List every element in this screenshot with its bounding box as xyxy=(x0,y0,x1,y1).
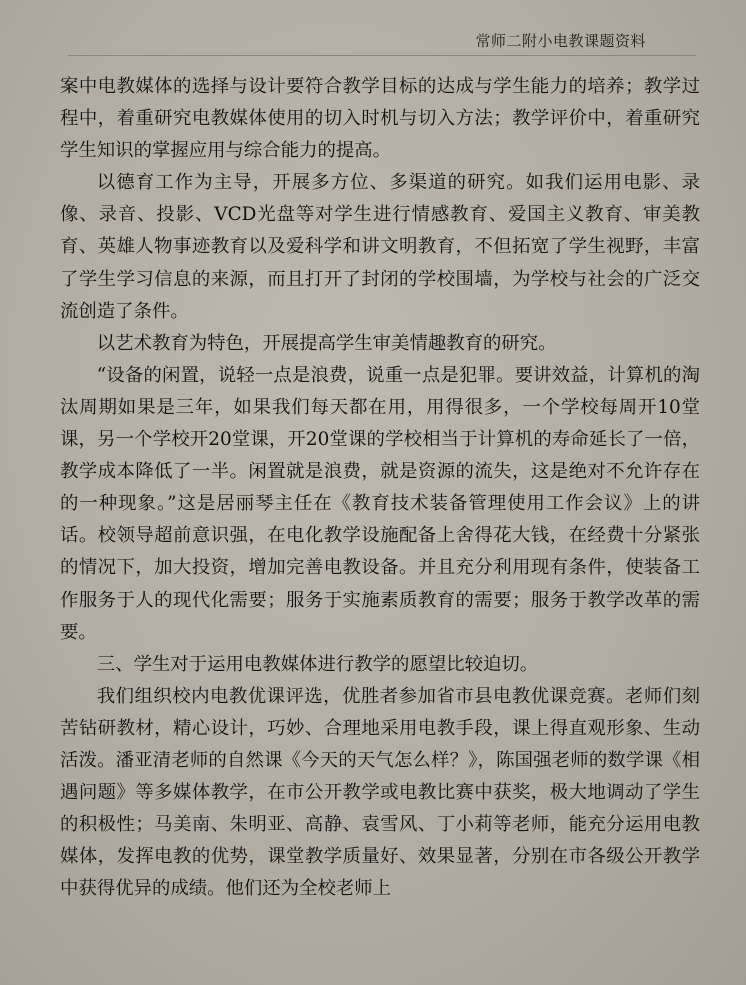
paragraph-2: 以德育工作为主导，开展多方位、多渠道的研究。如我们运用电影、录像、录音、投影、VCD光盘等对学生进行情感教育、爱国主义教育、审美教育、英雄人物事迹教育以及爱科学和讲文明教育，不但拓宽了学生视野，丰富了学生学习信息的来源，而且打开了封闭的学校围墙，为学校与社会的广泛交流创造了条件。 xyxy=(60,172,700,322)
paragraph-1: 案中电教媒体的选择与设计要符合教学目标的达成与学生能力的培养；教学过程中，着重研究电教媒体使用的切入时机与切入方法；教学评价中，着重研究学生知识的掌握应用与综合能力的提高。 xyxy=(60,76,700,162)
paragraph-5: 三、学生对于运用电教媒体进行教学的愿望比较迫切。 xyxy=(96,653,539,675)
running-header: 常师二附小电教课题资料 xyxy=(475,32,646,50)
paragraph-4: “设备的闲置，说轻一点是浪费，说重一点是犯罪。要讲效益，计算机的淘汰周期如果是三年，如果我们每天都在用，用得很多，一个学校每周开10堂课，另一个学校开20堂课，开20堂课的学校相当于计算机的寿命延长了一倍，教学成本降低了一半。闲置就是浪费，就是资源的流失，这是绝对不允许存在的一种现象。”这是居丽琴主任在《教育技术装备管理使用工作会议》上的讲话。校领导超前意识强，在电化教学设施配备上舍得花大钱，在经费十分紧张的情况下，加大投资，增加完善电教设备。并且充分利用现有条件，使装备工作服务于人的现代化需要；服务于实施素质教育的需要；服务于教学改革的需要。 xyxy=(60,364,700,643)
paragraph-3: 以艺术教育为特色，开展提高学生审美情趣教育的研究。 xyxy=(96,332,557,354)
paragraph-6: 我们组织校内电教优课评选，优胜者参加省市县电教优课竞赛。老师们刻苦钻研教材，精心设计，巧妙、合理地采用电教手段，课上得直观形象、生动活泼。潘亚清老师的自然课《今天的天气怎么样？》，陈国强老师的数学课《相遇问题》等多媒体教学，在市公开教学或电教比赛中获奖，极大地调动了学生的积极性；马美南、朱明亚、高静、袁雪风、丁小莉等老师，能充分运用电教媒体，发挥电教的优势，课堂教学质量好、效果显著，分别在市各级公开教学中获得优异的成绩。他们还为全校老师上 xyxy=(60,685,700,900)
header-rule xyxy=(68,55,696,56)
body-text xyxy=(60,71,700,905)
